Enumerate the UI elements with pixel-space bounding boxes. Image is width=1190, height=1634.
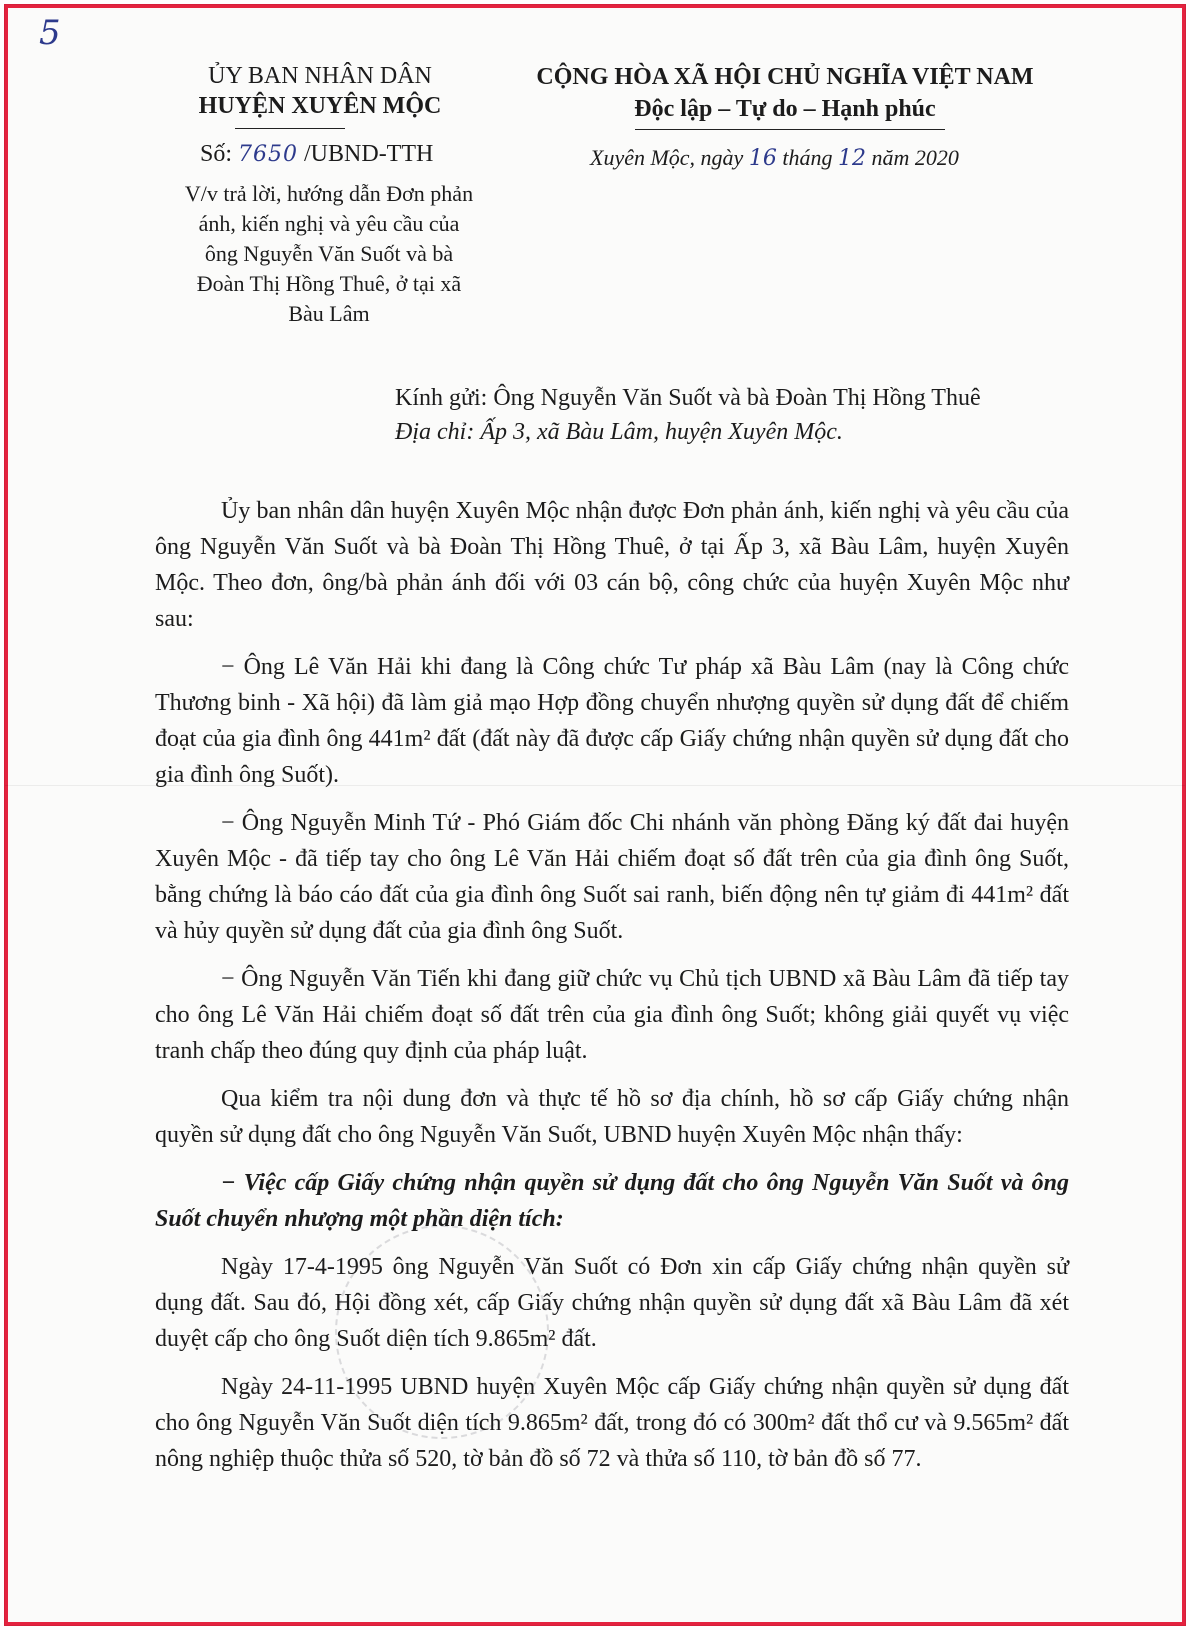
document-date: [590, 145, 959, 171]
agency-underline: [235, 128, 345, 129]
paragraph-complaint-1: − Ông Lê Văn Hải khi đang là Công chức Tư pháp xã Bàu Lâm (nay là Công chức Thương binh - Xã hội) đã làm giả mạo Hợp đồng chuyển nhượng quyền sử dụng đất để chiếm đoạt của gia đình ông 441m² đất (đất này đã được cấp Giấy chứng nhận quyền sử dụng đất cho gia đình ông Suốt).: [155, 654, 1069, 788]
agency-line-1: ỦY BAN NHÂN DÂN: [208, 63, 432, 89]
paragraph-application: Ngày 17-4-1995 ông Nguyễn Văn Suốt có Đơn xin cấp Giấy chứng nhận quyền sử dụng đất. Sau đó, Hội đồng xét, cấp Giấy chứng nhận quyền sử dụng đất xã Bàu Lâm đã xét duyệt cấp cho ông Suốt diện tích 9.865m² đất.: [155, 1254, 1069, 1352]
date-place: Xuyên Mộc, ngày: [590, 145, 744, 170]
paragraph-findings-intro: Qua kiểm tra nội dung đơn và thực tế hồ sơ địa chính, hồ sơ cấp Giấy chứng nhận quyền sử dụng đất cho ông Nguyễn Văn Suốt, UBND huyện Xuyên Mộc nhận thấy:: [155, 1086, 1069, 1148]
paragraph-complaint-3: − Ông Nguyễn Văn Tiến khi đang giữ chức vụ Chủ tịch UBND xã Bàu Lâm đã tiếp tay cho ông Lê Văn Hải chiếm đoạt số đất trên của gia đình ông Suốt; không giải quyết vụ việc tranh chấp theo đúng quy định của pháp luật.: [155, 966, 1069, 1064]
document-subject: V/v trả lời, hướng dẫn Đơn phản ánh, kiến nghị và yêu cầu của ông Nguyễn Văn Suốt và bà Đoàn Thị Hồng Thuê, ở tại xã Bàu Lâm: [184, 181, 474, 326]
paragraph-certificate: Ngày 24-11-1995 UBND huyện Xuyên Mộc cấp Giấy chứng nhận quyền sử dụng đất cho ông Nguyễn Văn Suốt diện tích 9.865m² đất, trong đó có 300m² đất thổ cư và 9.565m² đất nông nghiệp thuộc thửa số 520, tờ bản đồ số 72 và thửa số 110, tờ bản đồ số 77.: [155, 1374, 1069, 1472]
paragraph-intro: Ủy ban nhân dân huyện Xuyên Mộc nhận được Đơn phản ánh, kiến nghị và yêu cầu của ông Nguyễn Văn Suốt và bà Đoàn Thị Hồng Thuê, ở tại Ấp 3, xã Bàu Lâm, huyện Xuyên Mộc. Theo đơn, ông/bà phản ánh đối với 03 cán bộ, công chức của huyện Xuyên Mộc như sau:: [155, 498, 1069, 632]
recipient-address: Địa chỉ: Ấp 3, xã Bàu Lâm, huyện Xuyên Mộc.: [395, 419, 843, 445]
date-day: 16: [748, 146, 777, 171]
document-number: [200, 141, 433, 168]
issuing-agency: [170, 61, 470, 121]
recipient-block: [395, 381, 1115, 449]
doc-no-handwritten: 7650: [238, 142, 299, 167]
date-year: năm 2020: [871, 145, 959, 170]
national-motto: [505, 61, 1065, 125]
recipient-line: Kính gửi: Ông Nguyễn Văn Suốt và bà Đoàn Thị Hồng Thuê: [395, 385, 981, 411]
paragraph-complaint-2: − Ông Nguyễn Minh Tứ - Phó Giám đốc Chi nhánh văn phòng Đăng ký đất đai huyện Xuyên Mộc - đã tiếp tay cho ông Lê Văn Hải chiếm đoạt số đất trên của gia đình ông Suốt, bằng chứng là báo cáo đất của gia đình ông Suốt sai ranh, biến động nên tự giảm đi 441m² đất và hủy quyền sử dụng đất của gia đình ông Suốt.: [155, 810, 1069, 944]
doc-no-prefix: Số:: [200, 141, 233, 167]
nation-line-2: Độc lập – Tự do – Hạnh phúc: [634, 96, 936, 122]
date-month-label: tháng: [782, 145, 833, 170]
motto-underline: [635, 129, 945, 130]
nation-line-1: CỘNG HÒA XÃ HỘI CHỦ NGHĨA VIỆT NAM: [536, 64, 1034, 90]
date-month: 12: [837, 146, 866, 171]
doc-no-suffix: /UBND-TTH: [304, 141, 434, 167]
document-page: [4, 4, 1186, 1626]
section-heading: − Việc cấp Giấy chứng nhận quyền sử dụng đất cho ông Nguyễn Văn Suốt và ông Suốt chuyển nhượng một phần diện tích:: [155, 1170, 1069, 1232]
corner-page-mark: 5: [39, 13, 61, 53]
agency-line-2: HUYỆN XUYÊN MỘC: [198, 93, 442, 119]
document-body: [155, 493, 1069, 1489]
